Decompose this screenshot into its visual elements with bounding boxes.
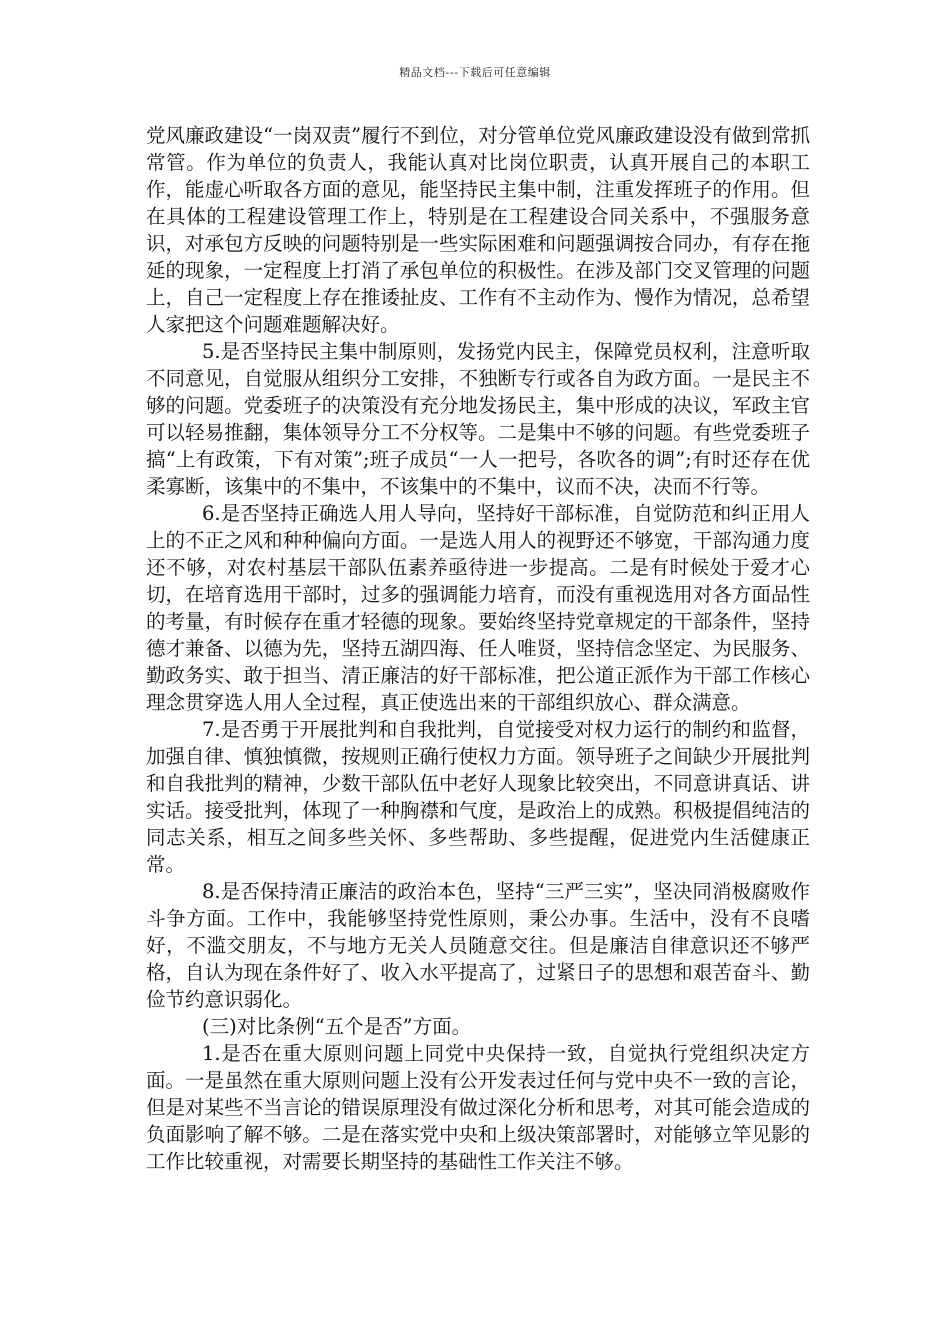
section-heading: (三)对比条例“五个是否”方面。 (202, 1015, 472, 1038)
paragraph-6: 1.是否在重大原则问题上同党中央保持一致，自觉执行党组织决定方面。一是虽然在重大原则问题上没有公开发表过任何与党中央不一致的言论，但是对某些不当言论的错误原理没有做过深化分析和思考，对其可能会造成的负面影响了解不够。二是在落实党中央和上级决策部署时，对能够立竿见影的工作比较重视，对需要长期坚持的基础性工作关注不够。 (146, 1042, 810, 1173)
paragraph-4: 7.是否勇于开展批判和自我批判，自觉接受对权力运行的制约和监督，加强自律、慎独慎微，按规则正确行使权力方面。领导班子之间缺少开展批判和自我批判的精神，少数干部队伍中老好人现象比较突出，不同意讲真话、讲实话。接受批判，体现了一种胸襟和气度，是政治上的成熟。积极提倡纯洁的同志关系，相互之间多些关怀、多些帮助、多些提醒，促进党内生活健康正常。 (146, 718, 810, 876)
paragraph-5: 8.是否保持清正廉洁的政治本色，坚持“三严三实”，坚决同消极腐败作斗争方面。工作中，我能够坚持党性原则，秉公办事。生活中，没有不良嗜好，不滥交朋友，不与地方无关人员随意交往。但是廉洁自律意识还不够严格，自认为现在条件好了、收入水平提高了，过紧日子的思想和艰苦奋斗、勤俭节约意识弱化。 (146, 880, 810, 1011)
document-body (146, 122, 810, 1175)
page-header: 精品文档---下载后可任意编辑 (399, 66, 551, 79)
paragraph-3: 6.是否坚持正确选人用人导向，坚持好干部标准，自觉防范和纠正用人上的不正之风和种种偏向方面。一是选人用人的视野还不够宽，干部沟通力度还不够，对农村基层干部队伍素养亟待进一步提高。二是有时候处于爱才心切，在培育选用干部时，过多的强调能力培育，而没有重视选用对各方面品性的考量，有时候存在重才轻德的现象。要始终坚持党章规定的干部条件，坚持德才兼备、以德为先，坚持五湖四海、任人唯贤，坚持信念坚定、为民服务、勤政务实、敢于担当、清正廉洁的好干部标准，把公道正派作为干部工作核心理念贯穿选人用人全过程，真正使选出来的干部组织放心、群众满意。 (146, 502, 810, 714)
paragraph-1: 党风廉政建设“一岗双责”履行不到位，对分管单位党风廉政建设没有做到常抓常管。作为单位的负责人，我能认真对比岗位职责，认真开展自己的本职工作，能虚心听取各方面的意见，能坚持民主集中制，注重发挥班子的作用。但在具体的工程建设管理工作上，特别是在工程建设合同关系中，不强服务意识，对承包方反映的问题特别是一些实际困难和问题强调按合同办，有存在拖延的现象，一定程度上打消了承包单位的积极性。在涉及部门交叉管理的问题上，自己一定程度上存在推诿扯皮、工作有不主动作为、慢作为情况，总希望人家把这个问题难题解决好。 (146, 124, 810, 336)
paragraph-2: 5.是否坚持民主集中制原则，发扬党内民主，保障党员权利，注意听取不同意见，自觉服从组织分工安排，不独断专行或各自为政方面。一是民主不够的问题。党委班子的决策没有充分地发扬民主，集中形成的决议，军政主官可以轻易推翻，集体领导分工不分权等。二是集中不够的问题。有些党委班子搞“上有政策，下有对策”;班子成员“一人一把号，各吹各的调”;有时还存在优柔寡断，该集中的不集中，不该集中的不集中，议而不决，决而不行等。 (146, 340, 810, 498)
